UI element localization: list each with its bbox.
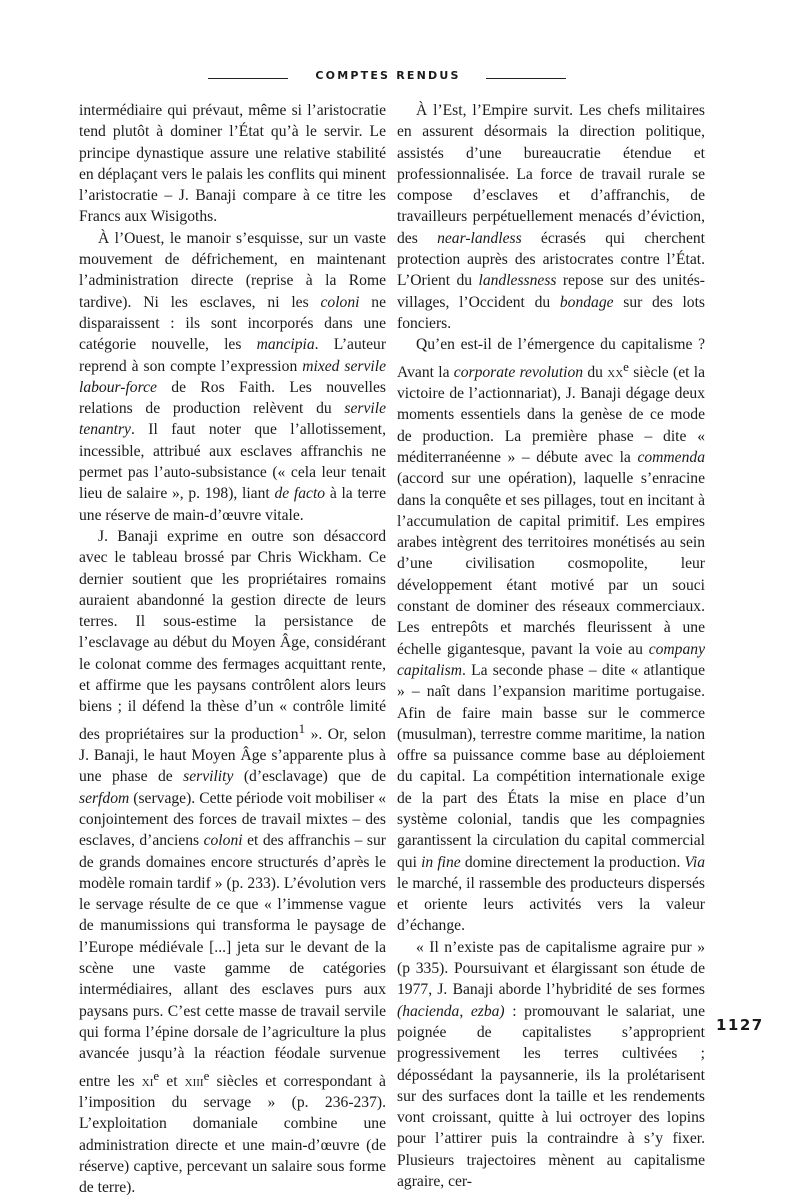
paragraph bbox=[79, 526, 386, 1199]
italic-term: landlessness bbox=[478, 272, 557, 290]
paragraph bbox=[79, 100, 386, 228]
italic-term: coloni bbox=[320, 293, 360, 311]
italic-term: bondage bbox=[559, 293, 614, 311]
running-header bbox=[0, 69, 800, 89]
italic-term: commenda bbox=[637, 448, 705, 466]
italic-term: mancipia bbox=[256, 336, 315, 354]
paragraph bbox=[397, 937, 705, 1193]
header-rule-left bbox=[208, 78, 288, 79]
text-run: . Il faut noter que l’allotissement, incessible, attribué aux esclaves affranchis ne permet pas l’auto-subsistance (« cela leur tenait lieu de salaire », p. 198), liant bbox=[79, 421, 386, 503]
paragraph bbox=[397, 100, 705, 334]
text-run: domine directement la production. bbox=[460, 853, 685, 871]
italic-term: mixed servile labour-force bbox=[79, 357, 386, 396]
text-run: (accord sur une opération), laquelle s’enracine dans la conquête et ses pillages, tout en incitant à l’accumulation de capital primitif. Les empires arabes intègrent des territoires monétisés au sein d’une civilisation cosmopolite, leur développement étant motivé par un souci constant de dominer des réseaux commerciaux. Les entrepôts et marchés fleurissent à une échelle gigantesque, pavant la voie au bbox=[397, 470, 705, 658]
text-run: . L’auteur reprend à son compte l’expression bbox=[79, 336, 387, 375]
paragraph bbox=[397, 334, 705, 937]
footnote-marker[interactable]: 1 bbox=[298, 720, 306, 736]
text-run: le marché, il rassemble des producteurs dispersés et oriente leurs activités vers la valeur d’échange. bbox=[397, 874, 705, 935]
header-rule-right bbox=[486, 78, 566, 79]
text-run: siècle (et la victoire de l’actionnariat), J. Banaji dégage deux moments essentiels dans la genèse de ce mode de production. La première phase – dite « méditerranéenne » – débute avec la bbox=[397, 363, 705, 466]
text-run: J. Banaji exprime en outre son désaccord avec le tableau brossé par Chris Wickham. Ce dernier soutient que les propriétaires romains auraient abandonné la gestion directe de leurs terres. Il sous-estime la persistance de l’esclavage au début du Moyen Âge, considérant le colonat comme des fermages acquittant rente, et affirme que les paysans contrôlent alors leurs biens ; il défend la thèse d’un « contrôle limité des propriétaires sur la production bbox=[79, 527, 386, 743]
italic-term: servility bbox=[183, 768, 234, 786]
italic-term: company capitalism bbox=[397, 640, 705, 679]
text-run: ne disparaissent : ils sont incorporés dans une catégorie nouvelle, les bbox=[79, 293, 386, 354]
italic-term: coloni bbox=[203, 832, 243, 850]
header-title: COMPTES RENDUS bbox=[315, 69, 461, 82]
text-run: intermédiaire qui prévaut, même si l’aristocratie tend plutôt à dominer l’État qu’à le servir. Le principe dynastique assure une relative stabilité en déplaçant vers le palais les conflits qui minent l’aristocratie – J. Banaji compare à ce titre les Francs aux Wisigoths. bbox=[79, 102, 386, 226]
page-number: 1127 bbox=[716, 1016, 764, 1034]
right-column bbox=[397, 100, 705, 1192]
text-run: du bbox=[583, 363, 608, 381]
text-run: écrasés qui cherchent protection auprès des aristocrates contre l’État. L’Orient du bbox=[397, 229, 705, 290]
text-run: repose sur des unités-villages, l’Occident du bbox=[397, 272, 706, 311]
text-run: (d’esclavage) que de bbox=[233, 768, 387, 786]
text-run: de Ros Faith. Les nouvelles relations de production relèvent du bbox=[79, 378, 386, 418]
text-run: siècles et correspondant à l’imposition du servage » (p. 236-237). L’exploitation domaniale combine une administration directe et une main-d’œuvre (de réserve) captive, percevant un salaire sous forme de terre). bbox=[79, 1072, 386, 1197]
text-run: (servage). Cette période voit mobiliser « conjointement des forces de travail mixtes – des esclaves, d’anciens bbox=[79, 789, 386, 850]
text-run: Qu’en est-il de l’émergence du capitalisme ? Avant la bbox=[397, 336, 705, 381]
superscript: e bbox=[623, 358, 629, 374]
century-numeral: xi bbox=[141, 1072, 154, 1090]
text-run: « Il n’existe pas de capitalisme agraire pur » (p 335). Poursuivant et élargissant son étude de 1977, J. Banaji aborde l’hybridité de ses formes bbox=[397, 938, 705, 999]
text-run: et bbox=[159, 1072, 185, 1090]
century-numeral: xiii bbox=[184, 1072, 204, 1090]
paragraph bbox=[79, 228, 386, 526]
text-run: À l’Ouest, le manoir s’esquisse, sur un vaste mouvement de défrichement, en maintenant l’administration directe (reprise à la Rome tardive). Ni les esclaves, ni les bbox=[79, 229, 386, 311]
italic-term: Via bbox=[684, 853, 706, 871]
century-numeral: xx bbox=[607, 363, 624, 381]
italic-term: in fine bbox=[421, 853, 461, 871]
text-run: à la terre une réserve de main-d’œuvre vitale. bbox=[79, 485, 387, 524]
text-run: ». Or, selon J. Banaji, le haut Moyen Âge s’apparente plus à une phase de bbox=[79, 725, 386, 786]
italic-term: servile tenantry bbox=[79, 400, 386, 439]
italic-term: corporate revolution bbox=[453, 363, 584, 381]
superscript: e bbox=[153, 1067, 160, 1083]
text-run: : promouvant le salariat, une poignée de capitalistes s’approprient progressivement les terres cultivées ; dépossédant la paysannerie, ils la prolétarisent sur des surfaces dont la taille et les rendements vont croissant, quitte à lui octroyer des lopins pour l’attirer puis la contraindre à s’y fixer. Plusieurs trajectoires mènent au capitalisme agraire, cer- bbox=[397, 1002, 705, 1191]
text-run: sur des lots fonciers. bbox=[397, 293, 705, 332]
italic-term: serfdom bbox=[79, 789, 130, 807]
italic-term: near-landless bbox=[437, 229, 522, 247]
left-column bbox=[79, 100, 386, 1199]
italic-term: de facto bbox=[274, 485, 326, 503]
text-run: et des affranchis – sur de grands domaines encore structurés d’après le modèle romain tardif » (p. 233). L’évolution vers le servage résulte de ce que « l’immense vague de manumissions qui transforma le paysage de l’Europe médiévale [...] jeta sur le devant de la scène une vaste gamme de catégories intermédiaires, allant des esclaves purs aux paysans purs. C’est cette masse de travail servile qui forma l’épine dorsale de l’agriculture la plus avancée jusqu’à la réaction féodale survenue entre les bbox=[79, 832, 386, 1090]
text-run: . La seconde phase – dite « atlantique » – naît dans l’expansion maritime portugaise. Afin de faire main basse sur le commerce (musulman), terrestre comme maritime, la nation offre sa puissance comme base au déploiement du capital. La compétition internationale exige de la part des États la mise en place d’un système colonial, tandis que les compagnies garantissent la circulation du capital commercial qui bbox=[397, 661, 705, 871]
superscript: e bbox=[203, 1067, 210, 1083]
italic-term: (hacienda, ezba) bbox=[397, 1002, 505, 1020]
text-run: À l’Est, l’Empire survit. Les chefs militaires en assurent désormais la direction politique, assistés d’une bureaucratie étendue et professionnalisée. La force de travail rurale se compose d’esclaves et d’affranchis, de travailleurs perpétuellement menacés d’éviction, des bbox=[397, 102, 705, 247]
